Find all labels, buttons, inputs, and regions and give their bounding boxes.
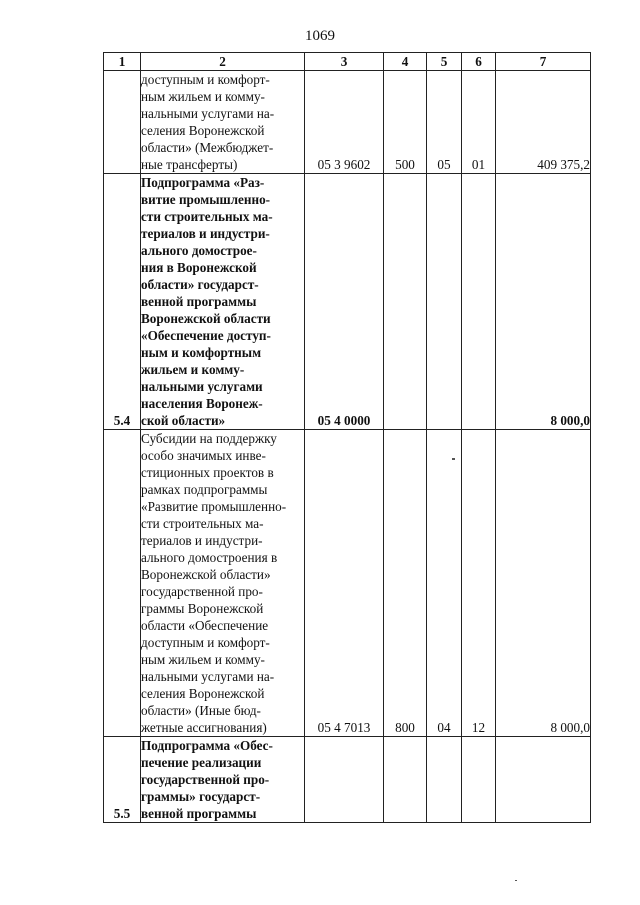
target-code: 05 4 0000 — [305, 174, 384, 430]
table-row — [104, 737, 591, 823]
column-header: 7 — [496, 53, 591, 71]
scan-speck — [452, 458, 455, 460]
section-code: 04 — [427, 430, 462, 737]
subsection-code — [462, 174, 496, 430]
column-header: 6 — [462, 53, 496, 71]
target-code — [305, 737, 384, 823]
page-number: 1069 — [305, 28, 335, 44]
table-row — [104, 174, 591, 430]
amount: 8 000,0 — [496, 430, 591, 737]
column-header: 1 — [104, 53, 141, 71]
amount — [496, 737, 591, 823]
expense-type: 800 — [384, 430, 427, 737]
row-name — [141, 71, 305, 174]
table-row — [104, 430, 591, 737]
section-code — [427, 174, 462, 430]
expense-type — [384, 174, 427, 430]
expense-type: 500 — [384, 71, 427, 174]
row-name-text: Подпрограмма «Раз- витие промышленно- сти строительных ма- териалов и индустри- ального домострое- ния в Воронежской области» государст- венной программы Воронежской области «Обеспечение доступ- ным и комфортным жильем и комму- нальными услугами населения Воронеж- ской области» — [141, 175, 273, 428]
subsection-code: 01 — [462, 71, 496, 174]
row-name-text: доступным и комфорт- ным жильем и комму- нальными услугами на- селения Воронежской области» (Межбюджет- ные трансферты) — [141, 72, 275, 172]
target-code: 05 4 7013 — [305, 430, 384, 737]
scan-speck — [515, 880, 517, 881]
row-name — [141, 174, 305, 430]
column-header: 4 — [384, 53, 427, 71]
column-header: 5 — [427, 53, 462, 71]
row-number: 5.5 — [104, 737, 141, 823]
section-code: 05 — [427, 71, 462, 174]
amount: 409 375,2 — [496, 71, 591, 174]
column-header: 3 — [305, 53, 384, 71]
table-header-row — [104, 53, 591, 71]
row-name — [141, 430, 305, 737]
amount: 8 000,0 — [496, 174, 591, 430]
subsection-code — [462, 737, 496, 823]
expense-type — [384, 737, 427, 823]
budget-table — [103, 52, 591, 823]
target-code: 05 3 9602 — [305, 71, 384, 174]
row-number — [104, 430, 141, 737]
row-name-text: Субсидии на поддержку особо значимых инве- стиционных проектов в рамках подпрограммы «Развитие промышленно- сти строительных ма- териалов и индустри- ального домостроения в Воронежской области» государственной про- граммы Воронежской области «Обеспечение доступным и комфорт- ным жильем и комму- нальными услугами на- селения Воронежской области» (Иные бюд- жетные ассигнования) — [141, 431, 287, 735]
row-number: 5.4 — [104, 174, 141, 430]
row-name-text: Подпрограмма «Обес- печение реализации государственной про- граммы» государст- венной программы — [141, 738, 273, 821]
table-row — [104, 71, 591, 174]
row-name — [141, 737, 305, 823]
row-number — [104, 71, 141, 174]
section-code — [427, 737, 462, 823]
column-header: 2 — [141, 53, 305, 71]
subsection-code: 12 — [462, 430, 496, 737]
